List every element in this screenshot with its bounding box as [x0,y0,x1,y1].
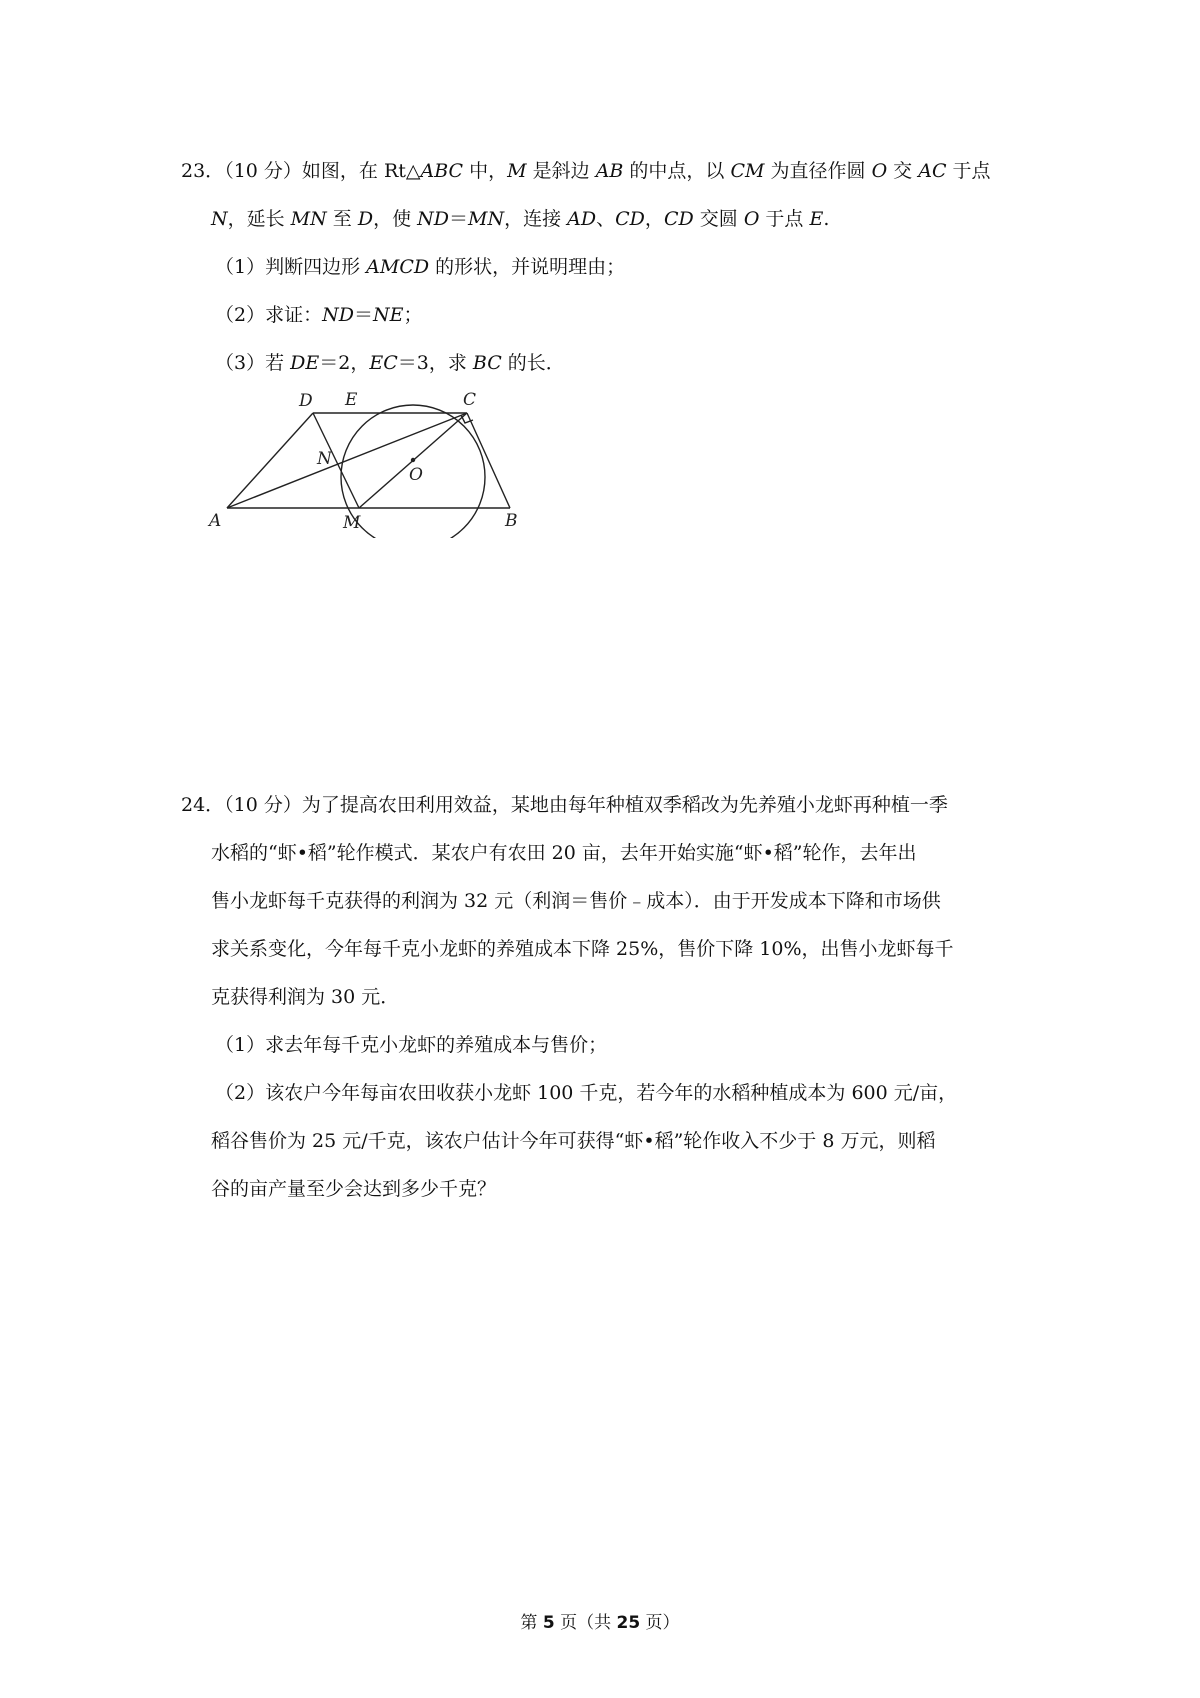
q23-text: 是斜边 [526,160,596,182]
segment-cb [467,413,510,508]
q23-var: CM [730,160,765,182]
label-c: C [463,390,477,410]
q23-var: ND [322,304,354,326]
q23-text: 交 [887,160,919,182]
q23-text: ＝ [353,304,373,326]
geometry-figure [205,388,535,538]
q23-var: ND [417,208,449,230]
q23-text: . [823,208,830,230]
q23-text: （1）判断四边形 [215,256,367,278]
q24-text: （1）求去年每千克小龙虾的养殖成本与售价； [215,1034,608,1056]
q23-text: ＝3，求 [397,352,473,374]
q23-text: ＝ [449,208,469,230]
label-a: A [209,511,222,531]
q23-var: NE [372,304,404,326]
label-o: O [409,465,423,485]
q24-line-2 [211,840,917,866]
q23-part-2 [215,302,422,328]
q24-text: 24．（10 分）为了提高农田利用效益，某地由每年种植双季稻改为先养殖小龙虾再种植一季 [181,794,948,816]
q23-text: （3）若 [215,352,291,374]
q23-text: ， [644,208,664,230]
q23-var: E [809,208,824,230]
q23-line-1 [181,158,991,184]
q23-text: （2）求证： [215,304,323,326]
q23-text: 的中点，以 [623,160,731,182]
footer-text: 页（共 [554,1613,617,1633]
q23-score: （10 分） [224,160,302,182]
q23-var: AB [595,160,624,182]
q23-var: M [507,160,527,182]
center-o-dot [411,458,415,462]
q23-var: DE [290,352,320,374]
q23-text: 为直径作圆 [764,160,872,182]
q23-var: O [871,160,888,182]
q24-text: 水稻的“虾•稻”轮作模式．某农户有农田 20 亩，去年开始实施“虾•稻”轮作，去年出 [211,842,917,864]
q23-var: AC [918,160,947,182]
page-number: 5 [542,1613,555,1633]
q23-line-2 [211,206,829,232]
q23-text: ＝2， [319,352,370,374]
q24-line-3 [211,888,941,914]
q23-text: 、 [596,208,616,230]
q24-line-5 [211,984,399,1010]
q23-var: AMCD [366,256,430,278]
q23-text: 交圆 [693,208,744,230]
q23-text: 的形状，并说明理由； [429,256,626,278]
q24-part-2-line-1 [215,1080,957,1106]
q24-part-2-line-3 [211,1176,496,1202]
q24-text: 稻谷售价为 25 元/千克，该农户估计今年可获得“虾•稻”轮作收入不少于 8 万元，则稻 [211,1130,936,1152]
q24-text: 售小龙虾每千克获得的利润为 32 元（利润＝售价﹣成本）．由于开发成本下降和市场供 [211,890,941,912]
q23-var: N [211,208,228,230]
q23-var: BC [472,352,502,374]
q23-text: 于点 [759,208,810,230]
footer-text: 页） [640,1613,680,1633]
q23-var: CD [663,208,694,230]
q23-text: ，延长 [227,208,291,230]
label-m: M [343,513,361,533]
q23-var: MN [290,208,327,230]
page-total: 25 [616,1613,641,1633]
label-e: E [345,390,358,410]
q24-line-1 [181,792,948,818]
q24-text: 克获得利润为 30 元． [211,986,400,1008]
q23-var: ABC [420,160,464,182]
q23-number: 23． [181,160,225,182]
q24-text: 求关系变化，今年每千克小龙虾的养殖成本下降 25%，售价下降 10%，出售小龙虾每千 [211,938,954,960]
q23-part-1 [215,254,625,280]
q24-part-1 [215,1032,607,1058]
q23-text: 的长． [501,352,565,374]
label-d: D [299,391,313,411]
q24-part-2-line-2 [211,1128,935,1154]
q23-text: ，使 [373,208,418,230]
page-footer [0,1612,1200,1634]
label-b: B [505,511,518,531]
q24-text: 谷的亩产量至少会达到多少千克？ [211,1178,497,1200]
footer-text: 第 [520,1613,543,1633]
q23-var: CD [615,208,645,230]
q23-var: D [357,208,374,230]
label-n: N [317,449,332,469]
q23-text: ，连接 [504,208,568,230]
q23-text: ； [403,304,423,326]
segment-ad [227,413,313,508]
segment-ac [227,413,467,508]
q23-part-3 [215,350,565,376]
q23-text: 至 [326,208,358,230]
q23-var: AD [567,208,597,230]
q23-text: 于点 [946,160,991,182]
q24-line-4 [211,936,954,962]
q23-var: MN [468,208,505,230]
q23-var: O [743,208,760,230]
q23-text: 如图，在 Rt△ [301,160,421,182]
geometry-figure-svg [205,388,535,538]
q23-var: EC [369,352,398,374]
q23-text: 中， [463,160,508,182]
q24-text: （2）该农户今年每亩农田收获小龙虾 100 千克，若今年的水稻种植成本为 600 元/亩， [215,1082,958,1104]
